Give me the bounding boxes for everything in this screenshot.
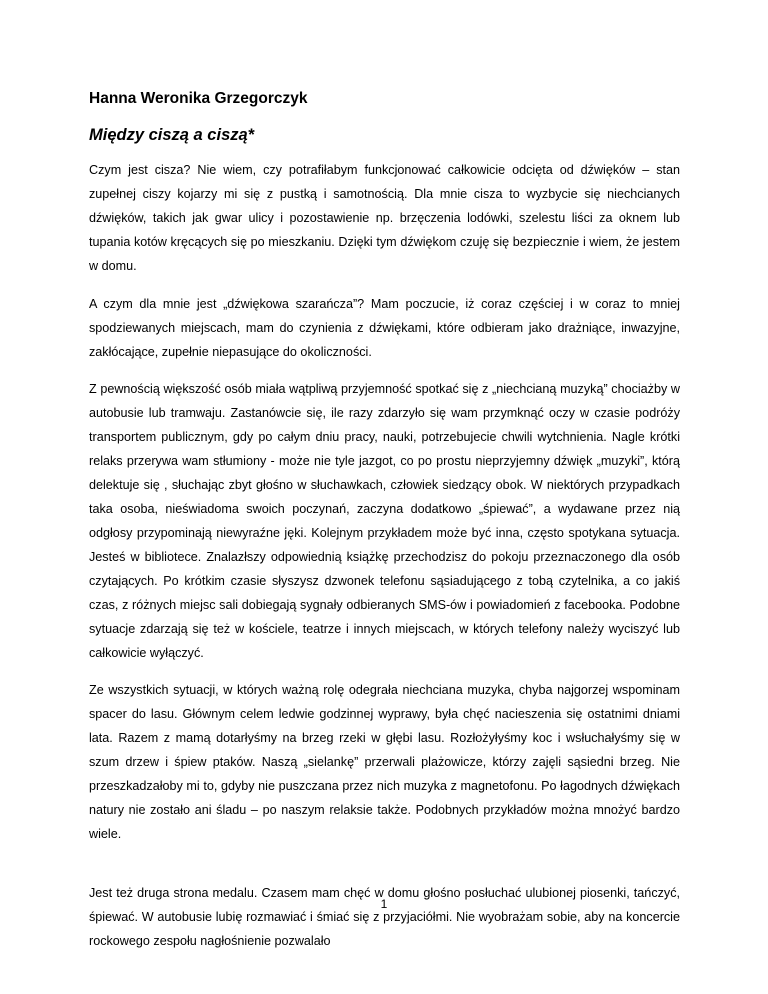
author-name: Hanna Weronika Grzegorczyk [89,90,308,107]
document-body [89,89,680,953]
paragraph-4: Ze wszystkich sytuacji, w których ważną rolę odegrała niechciana muzyka, chyba najgorzej wspominam spacer do lasu. Głównym celem ledwie godzinnej wyprawy, była chęć nacieszenia się ostatnimi dniami lata. Razem z mamą dotarłyśmy na brzeg rzeki w głębi lasu. Rozłożyłyśmy koc i wsłuchałyśmy się w szum drzew i śpiew ptaków. Naszą „sielankę” przerwali plażowicze, którzy zajęli sąsiedni brzeg. Nie przeszkadzałoby mi to, gdyby nie puszczana przez nich muzyka z magnetofonu. Po łagodnych dźwiękach natury nie zostało ani śladu – po naszym relaksie także. Podobnych przykładów można mnożyć bardzo wiele. [89,683,680,841]
page-number: 1 [380,897,388,911]
paragraph-1: Czym jest cisza? Nie wiem, czy potrafiłabym funkcjonować całkowicie odcięta od dźwięków – stan zupełnej ciszy kojarzy mi się z pustką i samotnością. Dla mnie cisza to wyzbycie się niechcianych dźwięków, takich jak gwar ulicy i pozostawienie np. brzęczenia lodówki, szelestu liści za oknem lub tupania kotów kręcących się po mieszkaniu. Dzięki tym dźwiękom czuję się bezpiecznie i wiem, że jestem w domu. [89,163,680,273]
paragraph-5: Jest też druga strona medalu. Czasem mam chęć w domu głośno posłuchać ulubionej piosenki, tańczyć, śpiewać. W autobusie lubię rozmawiać i śmiać się z przyjaciółmi. Nie wyobrażam sobie, aby na koncercie rockowego zespołu nagłośnienie pozwalało [89,886,680,948]
essay-title: Między ciszą a ciszą* [89,126,255,144]
paragraph-2: A czym dla mnie jest „dźwiękowa szarańcza”? Mam poczucie, iż coraz częściej i w coraz to mniej spodziewanych miejscach, mam do czynienia z dźwiękami, które odbieram jako drażniące, inwazyjne, zakłócające, zupełnie niepasujące do okoliczności. [89,297,680,359]
paragraph-3: Z pewnością większość osób miała wątpliwą przyjemność spotkać się z „niechcianą muzyką” chociażby w autobusie lub tramwaju. Zastanówcie się, ile razy zdarzyło się wam przymknąć oczy w czasie podróży transportem publicznym, gdy po całym dniu pracy, nauki, potrzebujecie chwili wytchnienia. Nagle krótki relaks przerywa wam stłumiony - może nie tyle jazgot, co po prostu nieprzyjemny dźwięk „muzyki”, którą delektuje się , słuchając zbyt głośno w słuchawkach, człowiek siedzący obok. W niektórych przypadkach taka osoba, nieświadoma swoich poczynań, zaczyna dodatkowo „śpiewać”, a wydawane przez nią odgłosy przypominają niewyraźne jęki. Kolejnym przykładem może być inna, często spotykana sytuacja. Jesteś w bibliotece. Znalazłszy odpowiednią książkę przechodzisz do pokoju przeznaczonego dla osób czytających. Po krótkim czasie słyszysz dzwonek telefonu sąsiadującego z tobą czytelnika, a co jakiś czas, z różnych miejsc sali dobiegają sygnały odbieranych SMS-ów i powiadomień z facebooka. Podobne sytuacje zdarzają się też w kościele, teatrze i innych miejscach, w których telefony należy wyciszyć lub całkowicie wyłączyć. [89,382,680,660]
